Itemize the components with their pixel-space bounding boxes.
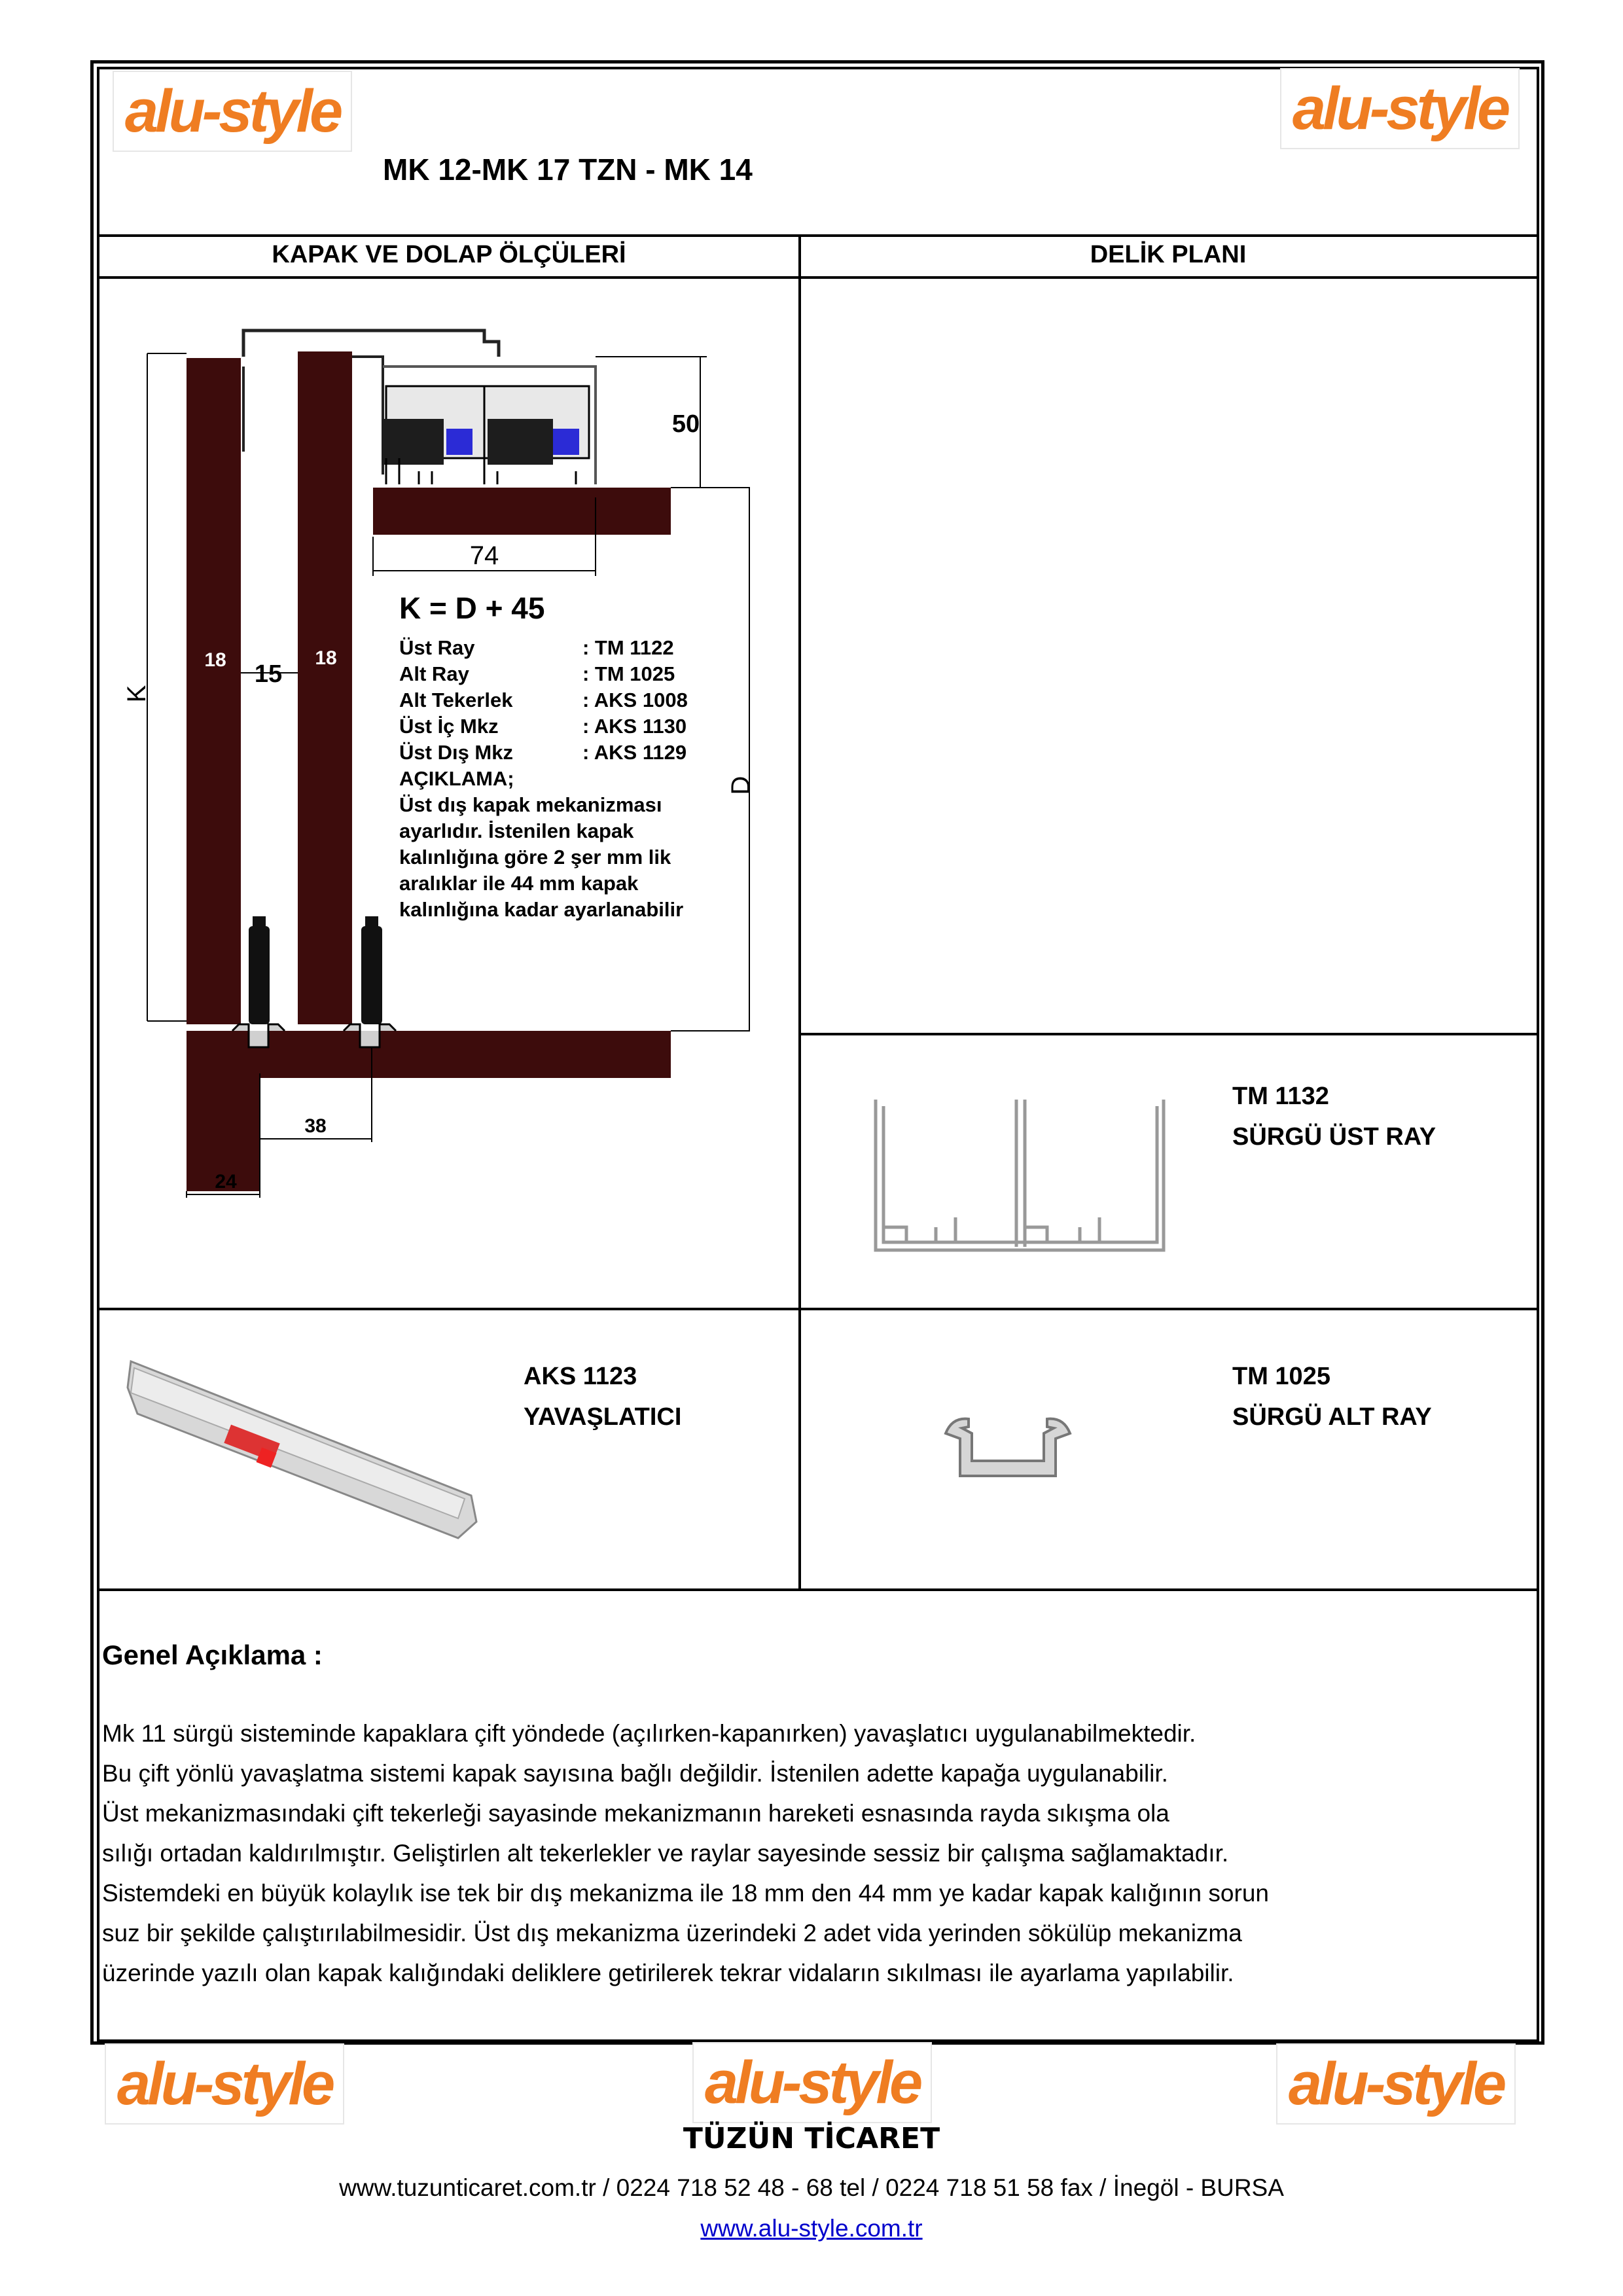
logo-text: alu-style	[1288, 2050, 1504, 2117]
dim-d-label: D	[726, 776, 755, 795]
general-line: suz bir şekilde çalıştırılabilmesidir. Üst dış mekanizma üzerindeki 2 adet vida yerinden sökülüp mekanizma	[102, 1920, 1242, 1946]
spec-value: : AKS 1129	[582, 741, 687, 764]
cabinet-side-panel	[187, 1031, 260, 1191]
general-line: sılığı ortadan kaldırılmıştır. Geliştirlen alt tekerlekler ve raylar sayesinde sessiz bir çalışma sağlamaktadır.	[102, 1840, 1229, 1867]
logo-text: alu-style	[704, 2049, 920, 2116]
part-aks1123-label	[524, 1356, 681, 1437]
page-title: MK 12-MK 17 TZN - MK 14	[383, 152, 753, 187]
general-line: Sistemdeki en büyük kolaylık ise tek bir dış mekanizma ile 18 mm den 44 mm ye kadar kapak kalığının sorun	[102, 1880, 1269, 1907]
door-panel-left	[187, 358, 241, 1024]
grid-line	[97, 1588, 1537, 1591]
formula: K = D + 45	[399, 591, 545, 625]
note-line: kalınlığına göre 2 şer mm lik	[399, 846, 671, 869]
note-line: Üst dış kapak mekanizması	[399, 793, 662, 816]
part-code: TM 1132	[1232, 1083, 1329, 1110]
note-line: kalınlığına kadar ayarlanabilir	[399, 898, 684, 921]
cabinet-top-panel	[373, 488, 671, 535]
logo-footer-center	[692, 2042, 932, 2123]
bottom-wheel-right	[361, 926, 382, 1024]
section-header-right: DELİK PLANI	[1090, 241, 1247, 268]
logo-text: alu-style	[124, 77, 340, 145]
grid-line	[97, 234, 1537, 237]
part-name: SÜRGÜ ÜST RAY	[1232, 1123, 1436, 1151]
spec-label: Alt Ray	[399, 662, 469, 685]
contact-info: www.tuzunticaret.com.tr / 0224 718 52 48 - 68 tel / 0224 718 51 58 fax / İnegöl - BURSA	[339, 2174, 1284, 2201]
part-tm1132-label	[1232, 1076, 1436, 1157]
logo-footer-right	[1276, 2043, 1516, 2125]
logo-footer-left	[105, 2043, 344, 2125]
company-name: TÜZÜN TİCARET	[683, 2122, 940, 2155]
dim-k-label: K	[122, 685, 151, 703]
logo-top-right	[1280, 68, 1520, 149]
general-line: Bu çift yönlü yavaşlatma sistemi kapak sayısına bağlı değildir. İstenilen adette kapağa uygulanabilir.	[102, 1760, 1168, 1787]
spec-label: Alt Tekerlek	[399, 689, 513, 711]
part-name: YAVAŞLATICI	[524, 1403, 682, 1431]
spec-label: Üst İç Mkz	[399, 715, 499, 738]
mechanism-block-inner	[446, 429, 473, 455]
dim-74-label: 74	[469, 541, 499, 570]
dim-18-right-label: 18	[315, 647, 337, 669]
spec-value: : AKS 1130	[582, 715, 687, 738]
general-title: Genel Açıklama :	[102, 1640, 323, 1670]
bottom-wheel-left	[249, 926, 270, 1024]
spec-label: Üst Dış Mkz	[399, 741, 513, 764]
general-line: Mk 11 sürgü sisteminde kapaklara çift yöndede (açılırken-kapanırken) yavaşlatıcı uygulanabilmektedir.	[102, 1720, 1196, 1747]
dim-24-label: 24	[215, 1171, 237, 1193]
upper-rail-profile-image	[864, 1093, 1171, 1263]
logo-text: alu-style	[1292, 75, 1508, 142]
spec-value: : TM 1025	[582, 662, 675, 685]
cabinet-cross-section-diagram	[99, 279, 798, 1308]
logo-text: alu-style	[116, 2050, 332, 2117]
dim-18-left-label: 18	[204, 649, 226, 671]
dim-50-label: 50	[671, 410, 700, 438]
note-line: aralıklar ile 44 mm kapak	[399, 872, 639, 895]
spec-value: : AKS 1008	[582, 689, 688, 711]
part-name: SÜRGÜ ALT RAY	[1232, 1403, 1432, 1431]
damper-product-image	[118, 1348, 497, 1558]
lower-rail-profile-image	[939, 1407, 1077, 1482]
part-code: AKS 1123	[524, 1363, 637, 1390]
logo-top-left	[113, 71, 352, 152]
dim-15-label: 15	[254, 660, 283, 688]
general-line: üzerinde yazılı olan kapak kalığındaki deliklere getirilerek tekrar vidaların sıkılması ile ayarlama yapılabilir.	[102, 1960, 1234, 1986]
door-panel-right	[298, 351, 352, 1024]
spec-label: Üst Ray	[399, 636, 475, 659]
dim-38-label: 38	[304, 1115, 327, 1137]
spec-list	[399, 636, 688, 921]
note-line: ayarlıdır. İstenilen kapak	[399, 819, 634, 842]
grid-line	[798, 234, 801, 1590]
mechanism-block-outer	[553, 429, 579, 455]
general-line: Üst mekanizmasındaki çift tekerleği sayasinde mekanizmanın hareketi esnasında rayda sıkışma ola	[102, 1800, 1169, 1827]
part-code: TM 1025	[1232, 1363, 1330, 1390]
note-title: AÇIKLAMA;	[399, 767, 514, 790]
grid-line	[800, 1033, 1537, 1035]
section-header-left: KAPAK VE DOLAP ÖLÇÜLERİ	[272, 241, 626, 268]
website-link[interactable]: www.alu-style.com.tr	[700, 2215, 923, 2242]
spec-value: : TM 1122	[582, 636, 674, 659]
grid-line	[97, 1308, 1537, 1310]
part-tm1025-label	[1232, 1356, 1432, 1437]
